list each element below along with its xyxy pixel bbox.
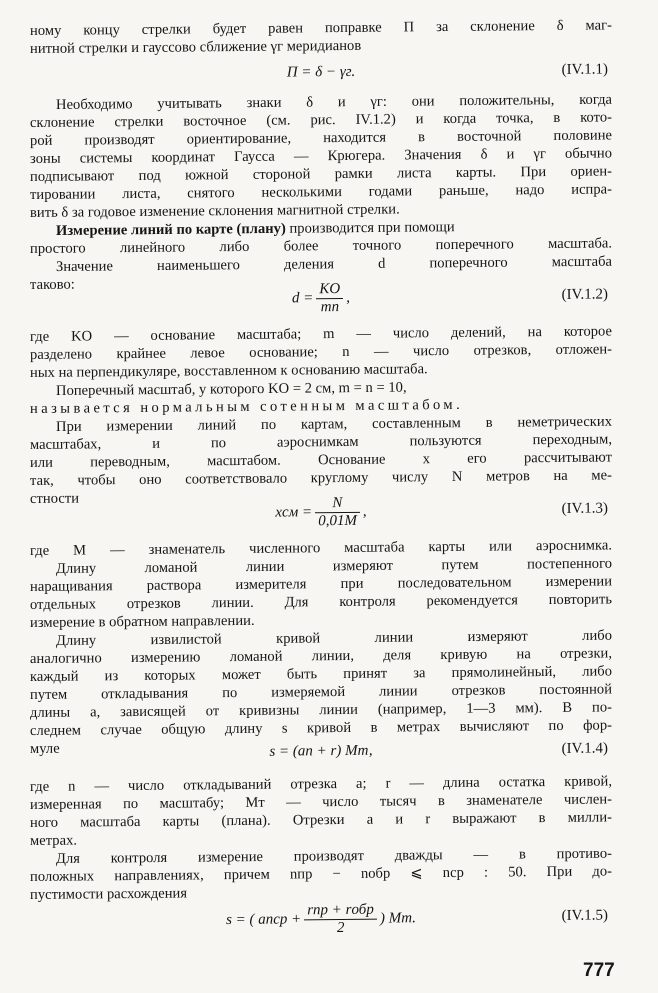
text-line: вить δ за годовое изменение склонения магнитной стрелки. [29, 201, 400, 221]
text-line: ному концу стрелки будет равен поправке П за склонение δ маг- [29, 17, 613, 39]
text-line: При измерении линий по картам, составленным в неметрических [55, 413, 613, 435]
equation-number: (IV.1.3) [561, 500, 609, 517]
text-line: подписывают под южной стороной рамки листа карты. При ориен- [29, 163, 613, 185]
text-line: простого линейного либо более точного поперечного масштаба. [29, 235, 613, 257]
equation-number: (IV.1.2) [561, 286, 609, 303]
text-run: производится при помощи [285, 219, 455, 237]
text-line: разделено крайнее левое основание; n — число отрезков, отложен- [29, 341, 613, 363]
text-line: длины a, зависящей от кривизны линии (например, 1—3 мм). В по- [29, 699, 613, 721]
equation-iv-1-1 [30, 50, 612, 96]
text-line: нитной стрелки и гауссово сближение γг меридианов [29, 37, 362, 57]
text-line: где M — знаменатель численного масштаба карты или аэроснимка. [29, 537, 613, 559]
equation-body: xсм = $\frac{N}{0,01M}$ , [275, 495, 367, 530]
text-line: муле [29, 740, 60, 757]
text-line: положных направлениях, причем nпр − nобр ⩽ nср : 50. При до- [29, 863, 613, 885]
text-line: наращивания раствора измерителя при последовательном измерении [29, 573, 613, 595]
text-line: Длину извилистой кривой линии измеряют либо [55, 627, 613, 649]
text-line: Необходимо учитывать знаки δ и γг: они положительны, когда [55, 91, 613, 113]
text-line: рой производят ориентирование, находится в восточной половине [29, 127, 613, 149]
text-line: где n — число откладываний отрезка a; r — длина остатка кривой, [29, 773, 613, 795]
equation-body: s = (an + r) Mт, [269, 742, 373, 760]
text-line: или переводным, масштабом. Основание x его рассчитывают [29, 449, 613, 471]
equation-iv-1-4 [30, 728, 612, 774]
section-heading: Измерение линий по карте (плану) [55, 220, 286, 239]
text-line: тировании листа, снятого несколькими годами раньше, надо испра- [29, 181, 613, 203]
equation-iv-1-3 [30, 490, 612, 536]
text-line: ных на перпендикуляре, восставленном к основанию масштаба. [29, 361, 428, 381]
text-line: отдельных отрезков линии. Для контроля рекомендуется повторить [29, 591, 613, 613]
text-line: таково: [29, 276, 75, 293]
equation-iv-1-5 [30, 897, 612, 943]
text-line: где KO — основание масштаба; m — число делений, на которое [29, 323, 613, 345]
text-line: зоны системы координат Гаусса — Крюгера. Значения δ и γг обычно [29, 145, 613, 167]
text-line: Поперечный масштаб, у которого KO = 2 см, m = n = 10, [55, 379, 407, 399]
text-line: называется нормальным сотенным масштабом. [29, 396, 464, 417]
text-line: стности [29, 490, 80, 507]
text-line: аналогично измерению ломаной линии, деля кривую на отрезки, [29, 645, 613, 667]
text-line: каждый из которых может быть принят за прямолинейный, либо [29, 663, 613, 685]
page-number: 777 [583, 960, 615, 981]
text-line: метрах. [29, 832, 78, 849]
text-line: масштабах, и по аэроснимкам пользуются переходным, [29, 431, 613, 453]
equation-body: d = $\frac{KO}{mn}$ , [291, 281, 351, 316]
equation-body: П = δ − γг. [286, 63, 356, 81]
text-line: так, чтобы оно соответствовало круглому числу N метров на ме- [29, 467, 613, 489]
text-line: пустимости расхождения [29, 885, 188, 903]
text-line: Значение наименьшего деления d поперечного масштаба [55, 253, 613, 275]
equation-iv-1-2 [30, 276, 612, 322]
text-line: склонение стрелки восточное (см. рис. IV.1.2) и когда точка, в кото- [29, 109, 613, 131]
equation-number: (IV.1.5) [561, 907, 609, 924]
equation-number: (IV.1.4) [561, 740, 609, 757]
text-line: следнем случае общую длину s кривой в метрах вычисляют по фор- [29, 717, 613, 739]
text-line: измеренная по масштабу; Mт — число тысяч в знаменателе числен- [29, 791, 613, 813]
equation-number: (IV.1.1) [561, 61, 609, 78]
text-line: путем откладывания по измеряемой линии отрезков постоянной [29, 681, 613, 703]
equation-body: s = ( anср + $\frac{\text{rпр + rобр}}{2}$ ) Mт. [225, 901, 417, 937]
text-line: ного масштаба карты (плана). Отрезки a и r выражают в милли- [29, 809, 613, 831]
text-line: Для контроля измерение производят дважды — в противо- [55, 845, 613, 867]
text-line: измерение в обратном направлении. [29, 612, 255, 631]
text-line: Длину ломаной линии измеряют путем постепенного [55, 555, 613, 577]
